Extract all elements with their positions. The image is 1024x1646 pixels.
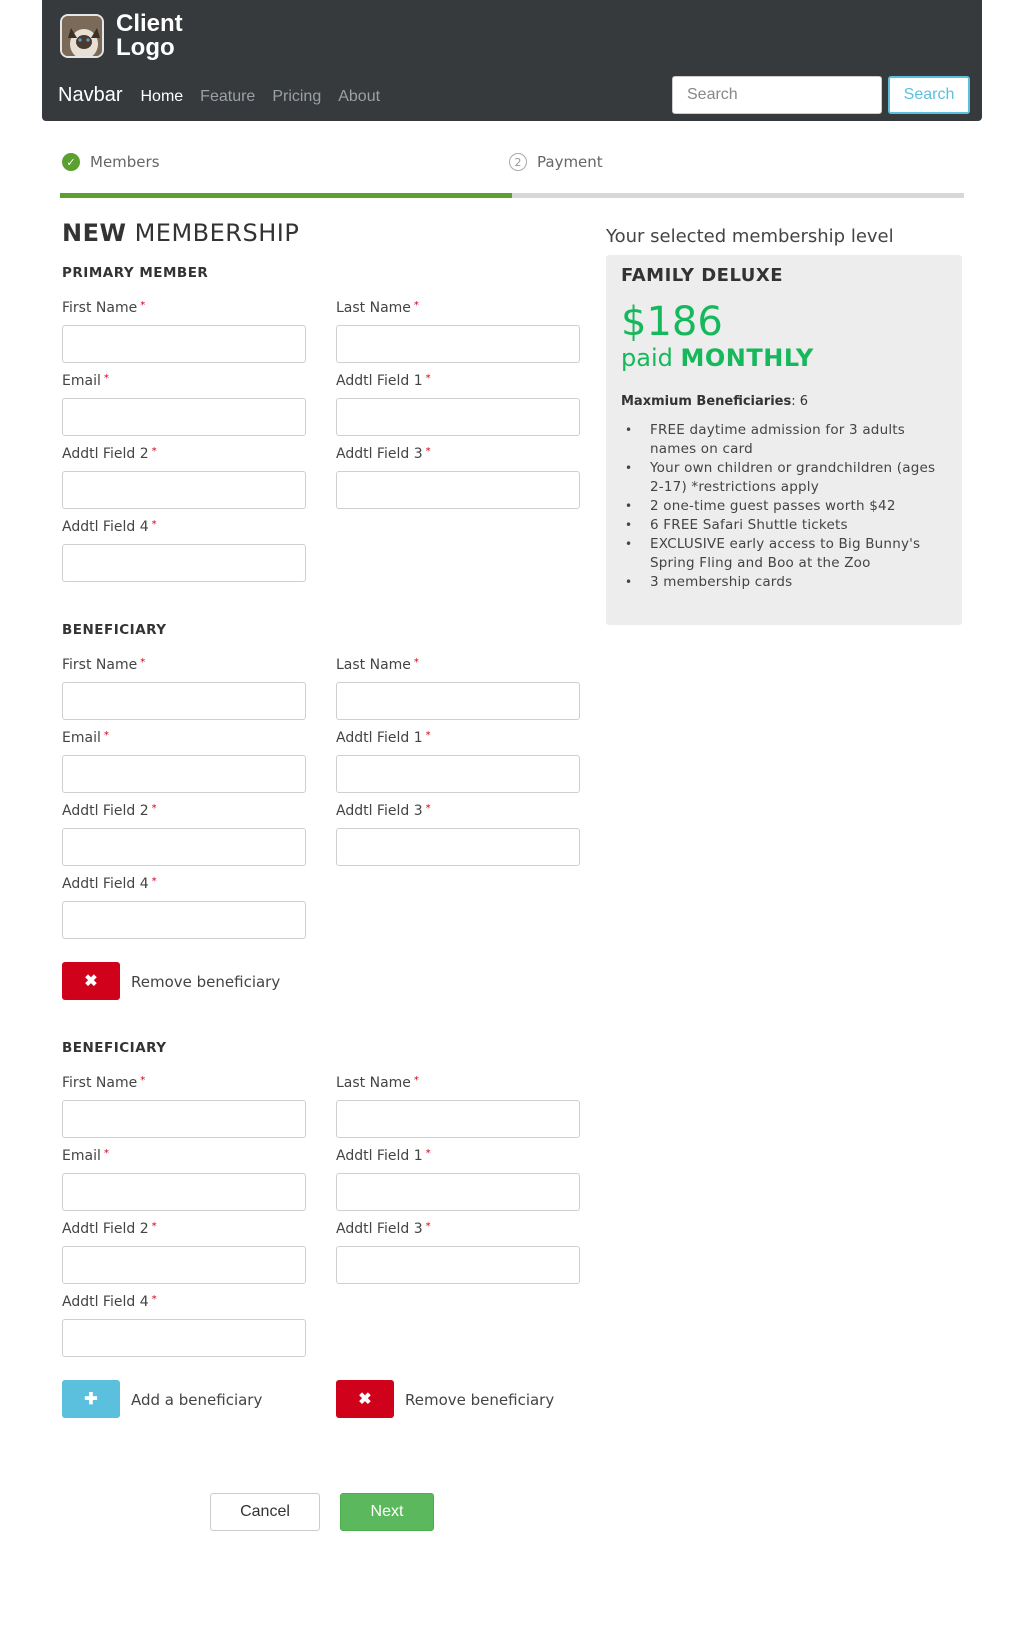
beneficiary-1-addtl3-label <box>336 803 431 819</box>
navbar <box>42 0 982 121</box>
step-payment <box>509 153 603 171</box>
beneficiary-1-addtl1-input[interactable] <box>336 755 580 793</box>
field-label-text: Addtl Field 4 <box>62 519 149 535</box>
field-label-text: Email <box>62 1148 101 1164</box>
required-marker: * <box>140 657 146 668</box>
field-label-text: Addtl Field 3 <box>336 1221 423 1237</box>
field-label-text: Addtl Field 1 <box>336 730 423 746</box>
field-label-text: Addtl Field 2 <box>62 803 149 819</box>
required-marker: * <box>151 803 157 814</box>
required-marker: * <box>425 1221 431 1232</box>
benefit-item: • Your own children or grandchildren (ages 2-17) *restrictions apply <box>621 459 947 497</box>
field-label-text: First Name <box>62 1075 138 1091</box>
primary-addtl2-input[interactable] <box>62 471 306 509</box>
close-icon: ✖ <box>84 973 98 990</box>
max-beneficiaries-value: : 6 <box>791 394 809 409</box>
page-title <box>62 219 299 247</box>
max-beneficiaries <box>621 394 947 409</box>
field-label-text: First Name <box>62 657 138 673</box>
beneficiary-1-first-name-label <box>62 657 145 673</box>
beneficiary-1-last-name-label <box>336 657 419 673</box>
beneficiary-2-email-label <box>62 1148 109 1164</box>
max-beneficiaries-label: Maxmium Beneficiaries <box>621 394 792 409</box>
beneficiary-1-addtl1-label <box>336 730 431 746</box>
required-marker: * <box>103 373 109 384</box>
beneficiary-2-addtl2-label <box>62 1221 157 1237</box>
field-label-text: Last Name <box>336 1075 411 1091</box>
paid-word: paid <box>621 344 673 372</box>
remove-beneficiary-2-label[interactable]: Remove beneficiary <box>405 1391 555 1409</box>
plan-name: FAMILY DELUXE <box>621 265 784 286</box>
primary-first-name-label <box>62 300 145 316</box>
primary-email-label <box>62 373 109 389</box>
step-number-icon: 2 <box>509 153 527 171</box>
field-label-text: Addtl Field 1 <box>336 1148 423 1164</box>
required-marker: * <box>151 519 157 530</box>
beneficiary-2-addtl3-label <box>336 1221 431 1237</box>
field-label-text: Addtl Field 4 <box>62 876 149 892</box>
benefit-item: • 2 one-time guest passes worth $42 <box>621 497 947 516</box>
beneficiary-2-last-name-input[interactable] <box>336 1100 580 1138</box>
beneficiary-2-first-name-input[interactable] <box>62 1100 306 1138</box>
beneficiary-1-first-name-input[interactable] <box>62 682 306 720</box>
required-marker: * <box>151 876 157 887</box>
beneficiary-2-addtl3-input[interactable] <box>336 1246 580 1284</box>
search-input[interactable] <box>672 76 882 114</box>
field-label-text: Email <box>62 730 101 746</box>
primary-addtl1-label <box>336 373 431 389</box>
required-marker: * <box>425 373 431 384</box>
next-button[interactable]: Next <box>340 1493 434 1531</box>
title-rest: MEMBERSHIP <box>134 219 300 247</box>
beneficiary-1-email-label <box>62 730 109 746</box>
primary-addtl2-label <box>62 446 157 462</box>
beneficiary-1-addtl3-input[interactable] <box>336 828 580 866</box>
beneficiary-2-first-name-label <box>62 1075 145 1091</box>
field-label-text: Last Name <box>336 300 411 316</box>
field-label-text: Addtl Field 3 <box>336 803 423 819</box>
logo-image <box>60 14 104 58</box>
add-beneficiary-label[interactable]: Add a beneficiary <box>131 1391 263 1409</box>
beneficiary-2-addtl1-input[interactable] <box>336 1173 580 1211</box>
client-logo[interactable] <box>60 12 196 60</box>
field-label-text: Email <box>62 373 101 389</box>
required-marker: * <box>151 1294 157 1305</box>
field-label-text: Addtl Field 2 <box>62 446 149 462</box>
beneficiary-2-addtl1-label <box>336 1148 431 1164</box>
required-marker: * <box>140 300 146 311</box>
remove-beneficiary-1-button[interactable] <box>62 962 120 1000</box>
membership-heading: Your selected membership level <box>606 226 894 247</box>
primary-addtl3-label <box>336 446 431 462</box>
remove-beneficiary-2-button[interactable] <box>336 1380 394 1418</box>
field-label-text: Addtl Field 2 <box>62 1221 149 1237</box>
primary-first-name-input[interactable] <box>62 325 306 363</box>
step-members-label: Members <box>90 153 160 171</box>
primary-addtl4-label <box>62 519 157 535</box>
benefit-item: • EXCLUSIVE early access to Big Bunny's Spring Fling and Boo at the Zoo <box>621 535 947 573</box>
benefit-item: • FREE daytime admission for 3 adults names on card <box>621 421 947 459</box>
step-payment-label: Payment <box>537 153 603 171</box>
required-marker: * <box>413 300 419 311</box>
beneficiary-1-addtl2-label <box>62 803 157 819</box>
beneficiary-2-addtl4-label <box>62 1294 157 1310</box>
nav-pricing[interactable]: Pricing <box>272 88 322 105</box>
beneficiary-1-addtl4-label <box>62 876 157 892</box>
beneficiary-2-addtl2-input[interactable] <box>62 1246 306 1284</box>
field-label-text: Last Name <box>336 657 411 673</box>
beneficiary-2-title: BENEFICIARY <box>62 1040 167 1056</box>
required-marker: * <box>140 1075 146 1086</box>
period-word: MONTHLY <box>680 344 814 372</box>
title-bold: NEW <box>62 219 127 247</box>
required-marker: * <box>425 446 431 457</box>
navbar-brand[interactable]: Navbar <box>58 84 123 106</box>
progress-bar <box>60 193 964 198</box>
benefit-item: • 3 membership cards <box>621 573 947 592</box>
close-icon: ✖ <box>358 1391 372 1408</box>
membership-card <box>606 255 962 625</box>
primary-last-name-label <box>336 300 419 316</box>
remove-beneficiary-1-label[interactable]: Remove beneficiary <box>131 973 281 991</box>
beneficiary-1-addtl2-input[interactable] <box>62 828 306 866</box>
required-marker: * <box>151 1221 157 1232</box>
nav-about[interactable]: About <box>338 88 381 105</box>
primary-last-name-input[interactable] <box>336 325 580 363</box>
required-marker: * <box>413 1075 419 1086</box>
required-marker: * <box>103 730 109 741</box>
beneficiary-2-last-name-label <box>336 1075 419 1091</box>
cancel-button[interactable]: Cancel <box>210 1493 320 1531</box>
search-button[interactable]: Search <box>888 76 970 114</box>
primary-addtl1-input[interactable] <box>336 398 580 436</box>
nav-home[interactable]: Home <box>140 88 184 105</box>
benefit-item: • 6 FREE Safari Shuttle tickets <box>621 516 947 535</box>
field-label-text: Addtl Field 3 <box>336 446 423 462</box>
primary-addtl4-input[interactable] <box>62 544 306 582</box>
required-marker: * <box>425 730 431 741</box>
required-marker: * <box>425 803 431 814</box>
benefits-list <box>621 421 947 592</box>
nav-feature[interactable]: Feature <box>200 88 256 105</box>
required-marker: * <box>413 657 419 668</box>
primary-addtl3-input[interactable] <box>336 471 580 509</box>
field-label-text: First Name <box>62 300 138 316</box>
field-label-text: Addtl Field 4 <box>62 1294 149 1310</box>
add-beneficiary-button[interactable] <box>62 1380 120 1418</box>
primary-email-input[interactable] <box>62 398 306 436</box>
required-marker: * <box>151 446 157 457</box>
beneficiary-1-last-name-input[interactable] <box>336 682 580 720</box>
plus-icon: ✚ <box>84 1391 98 1408</box>
required-marker: * <box>103 1148 109 1159</box>
step-members <box>62 153 160 171</box>
field-label-text: Addtl Field 1 <box>336 373 423 389</box>
logo-text: Client Logo <box>116 10 183 61</box>
required-marker: * <box>425 1148 431 1159</box>
beneficiary-1-email-input[interactable] <box>62 755 306 793</box>
plan-price: $186 <box>621 299 723 345</box>
beneficiary-2-email-input[interactable] <box>62 1173 306 1211</box>
beneficiary-2-addtl4-input[interactable] <box>62 1319 306 1357</box>
beneficiary-1-addtl4-input[interactable] <box>62 901 306 939</box>
progress-fill <box>60 193 512 198</box>
plan-period <box>621 344 947 372</box>
primary-member-title: PRIMARY MEMBER <box>62 265 209 281</box>
beneficiary-1-title: BENEFICIARY <box>62 622 167 638</box>
nav-links <box>58 84 397 107</box>
check-icon: ✓ <box>62 153 80 171</box>
